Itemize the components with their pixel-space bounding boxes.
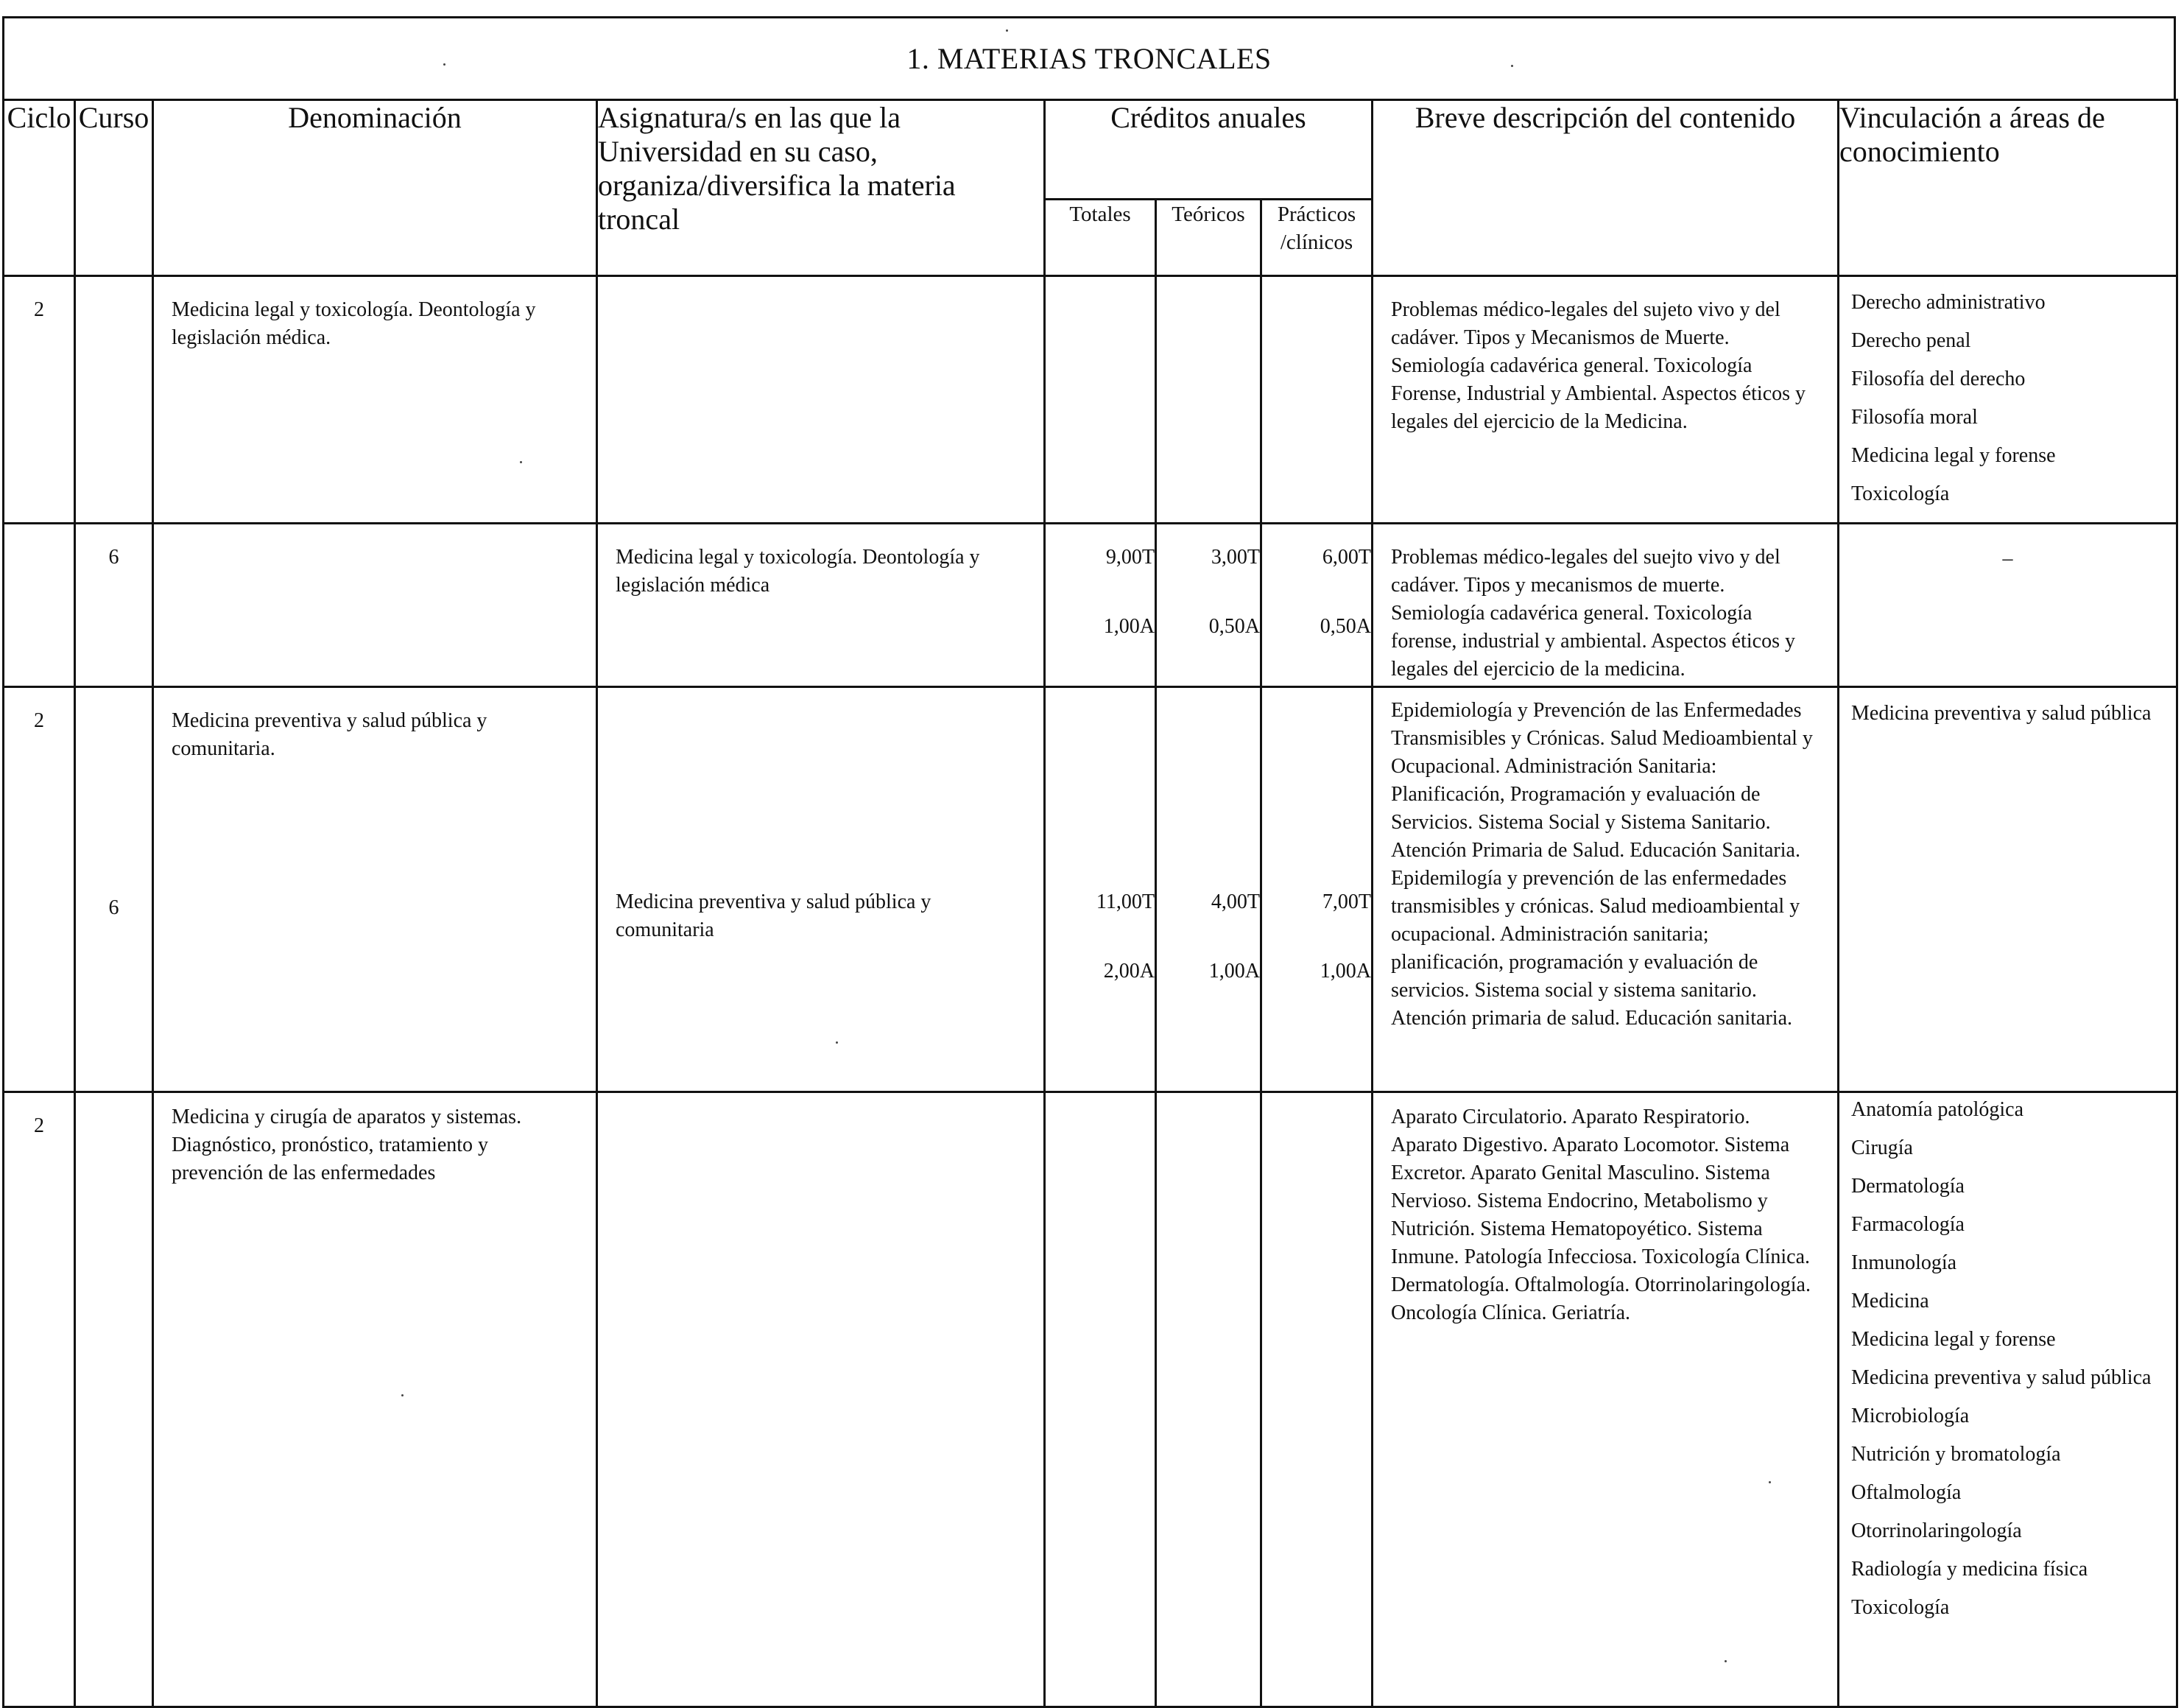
area-item: Microbiología: [1851, 1405, 1970, 1427]
cell-practicos: 6,00T 0,50A: [1261, 524, 1373, 687]
header-creditos-anuales: Créditos anuales: [1045, 100, 1373, 200]
cell-totales: 11,00T 2,00A: [1045, 687, 1156, 1092]
area-item: Otorrinolaringología: [1851, 1519, 2022, 1542]
scan-speck: [520, 461, 522, 463]
cell-descripcion: Aparato Circulatorio. Aparato Respiratorio. Aparato Digestivo. Aparato Locomotor. Sistema Excretor. Aparato Genital Masculino. Sistema Nervioso. Sistema Endocrino, Metabolismo y Nutrición. Sistema Hematopoyético. Sistema Inmune. Patología Infecciosa. Toxicología Clínica. Dermatología. Oftalmología. Otorrinolaringología. Oncología Clínica. Geriatría.: [1373, 1092, 1839, 1707]
table-row: [4, 524, 2177, 687]
cell-curso: 6: [75, 524, 153, 687]
cell-totales: [1045, 276, 1156, 524]
cell-teoricos: [1156, 1092, 1261, 1707]
cell-curso: [75, 1092, 153, 1707]
cell-practicos: 7,00T 1,00A: [1261, 687, 1373, 1092]
empty-dash: –: [2002, 547, 2013, 570]
header-vinculacion: Vinculación a áreas de conocimiento: [1839, 100, 2177, 276]
cell-asignatura: [597, 276, 1045, 524]
cell-teoricos: [1156, 276, 1261, 524]
area-item: Cirugía: [1851, 1136, 1913, 1159]
cell-totales: [1045, 1092, 1156, 1707]
cell-totales: 9,00T 1,00A: [1045, 524, 1156, 687]
area-item: Dermatología: [1851, 1175, 1965, 1198]
area-item: Derecho administrativo: [1851, 291, 2046, 314]
area-item: Medicina legal y forense: [1851, 444, 2056, 467]
cell-ciclo: 2: [4, 1092, 75, 1707]
cell-ciclo: 2: [4, 276, 75, 524]
header-curso: Curso: [75, 100, 153, 276]
area-item: Filosofía del derecho: [1851, 368, 2026, 390]
cell-denominacion: Medicina preventiva y salud pública y comunitaria.: [153, 687, 597, 1092]
cell-practicos: [1261, 276, 1373, 524]
cell-vinculacion: [1839, 276, 2177, 524]
area-item: Derecho penal: [1851, 329, 1971, 352]
cell-ciclo: 2: [4, 687, 75, 1092]
scan-speck: [836, 1041, 838, 1044]
area-item: Toxicología: [1851, 1596, 1950, 1619]
scan-speck: [1511, 65, 1513, 67]
area-item: Nutrición y bromatología: [1851, 1443, 2061, 1466]
cell-ciclo: [4, 524, 75, 687]
cell-denominacion: [153, 524, 597, 687]
areas-list: [1839, 688, 2176, 726]
document-title: 1. MATERIAS TRONCALES: [2, 16, 2176, 99]
table-row: [4, 1092, 2177, 1707]
header-denominacion: Denominación: [153, 100, 597, 276]
cell-practicos: [1261, 1092, 1373, 1707]
table-row: [4, 276, 2177, 524]
cell-asignatura: [597, 1092, 1045, 1707]
area-item: Medicina preventiva y salud pública: [1851, 1366, 2152, 1389]
area-item: Farmacología: [1851, 1213, 1965, 1236]
area-item: Anatomía patológica: [1851, 1098, 2024, 1121]
cell-descripcion: Problemas médico-legales del sujeto vivo y del cadáver. Tipos y Mecanismos de Muerte. Semiología cadavérica general. Toxicología Forense, Industrial y Ambiental. Aspectos éticos y legales del ejercicio de la Medicina.: [1373, 276, 1839, 524]
cell-descripcion: Epidemiología y Prevención de las Enfermedades Transmisibles y Crónicas. Salud Medioambiental y Ocupacional. Administración Sanitaria: Planificación, Programación y evaluación de Servicios. Sistema Social y Sistema Sanitario. Atención Primaria de Salud. Educación Sanitaria. Epidemilogía y prevención de las enfermedades transmisibles y crónicas. Salud medioambiental y ocupacional. Administración sanitaria; planificación, programación y evaluación de servicios. Sistema social y sistema sanitario. Atención primaria de salud. Educación sanitaria.: [1373, 687, 1839, 1092]
cell-curso: [75, 276, 153, 524]
cell-curso: 6: [75, 687, 153, 1092]
table-row: [4, 687, 2177, 1092]
cell-vinculacion: [1839, 687, 2177, 1092]
area-item: Medicina legal y forense: [1851, 1328, 2056, 1351]
scan-speck: [1725, 1660, 1727, 1662]
cell-asignatura: Medicina preventiva y salud pública y comunitaria: [597, 687, 1045, 1092]
cell-descripcion: Problemas médico-legales del suejto vivo y del cadáver. Tipos y mecanismos de muerte. Semiología cadavérica general. Toxicología forense, industrial y ambiental. Aspectos éticos y legales del ejercicio de la medicina.: [1373, 524, 1839, 687]
cell-denominacion: Medicina legal y toxicología. Deontología y legislación médica.: [153, 276, 597, 524]
materias-table: [2, 99, 2178, 1708]
cell-denominacion: Medicina y cirugía de aparatos y sistemas. Diagnóstico, pronóstico, tratamiento y prevención de las enfermedades: [153, 1092, 597, 1707]
header-teoricos: Teóricos: [1156, 200, 1261, 276]
cell-teoricos: 4,00T 1,00A: [1156, 687, 1261, 1092]
area-item: Medicina: [1851, 1290, 1929, 1312]
area-item: Toxicología: [1851, 482, 1950, 505]
header-ciclo: Ciclo: [4, 100, 75, 276]
header-asignatura: Asignatura/s en las que la Universidad en su caso, organiza/diversifica la materia troncal: [597, 100, 1045, 276]
area-item: Medicina preventiva y salud pública: [1851, 702, 2152, 725]
scan-speck: [443, 63, 445, 66]
cell-asignatura: Medicina legal y toxicología. Deontología y legislación médica: [597, 524, 1045, 687]
cell-teoricos: 3,00T 0,50A: [1156, 524, 1261, 687]
scan-speck: [401, 1394, 404, 1396]
header-totales: Totales: [1045, 200, 1156, 276]
scan-speck: [1006, 29, 1008, 32]
header-practicos: Prácticos /clínicos: [1261, 200, 1373, 276]
area-item: Inmunología: [1851, 1251, 1957, 1274]
scan-speck: [1769, 1481, 1771, 1483]
area-item: Filosofía moral: [1851, 406, 1978, 429]
cell-vinculacion: [1839, 1092, 2177, 1707]
cell-vinculacion: [1839, 524, 2177, 687]
areas-list: [1839, 277, 2176, 507]
area-item: Radiología y medicina física: [1851, 1558, 2088, 1581]
area-item: Oftalmología: [1851, 1481, 1962, 1504]
areas-list: [1839, 1093, 2176, 1620]
header-descripcion: Breve descripción del contenido: [1373, 100, 1839, 276]
